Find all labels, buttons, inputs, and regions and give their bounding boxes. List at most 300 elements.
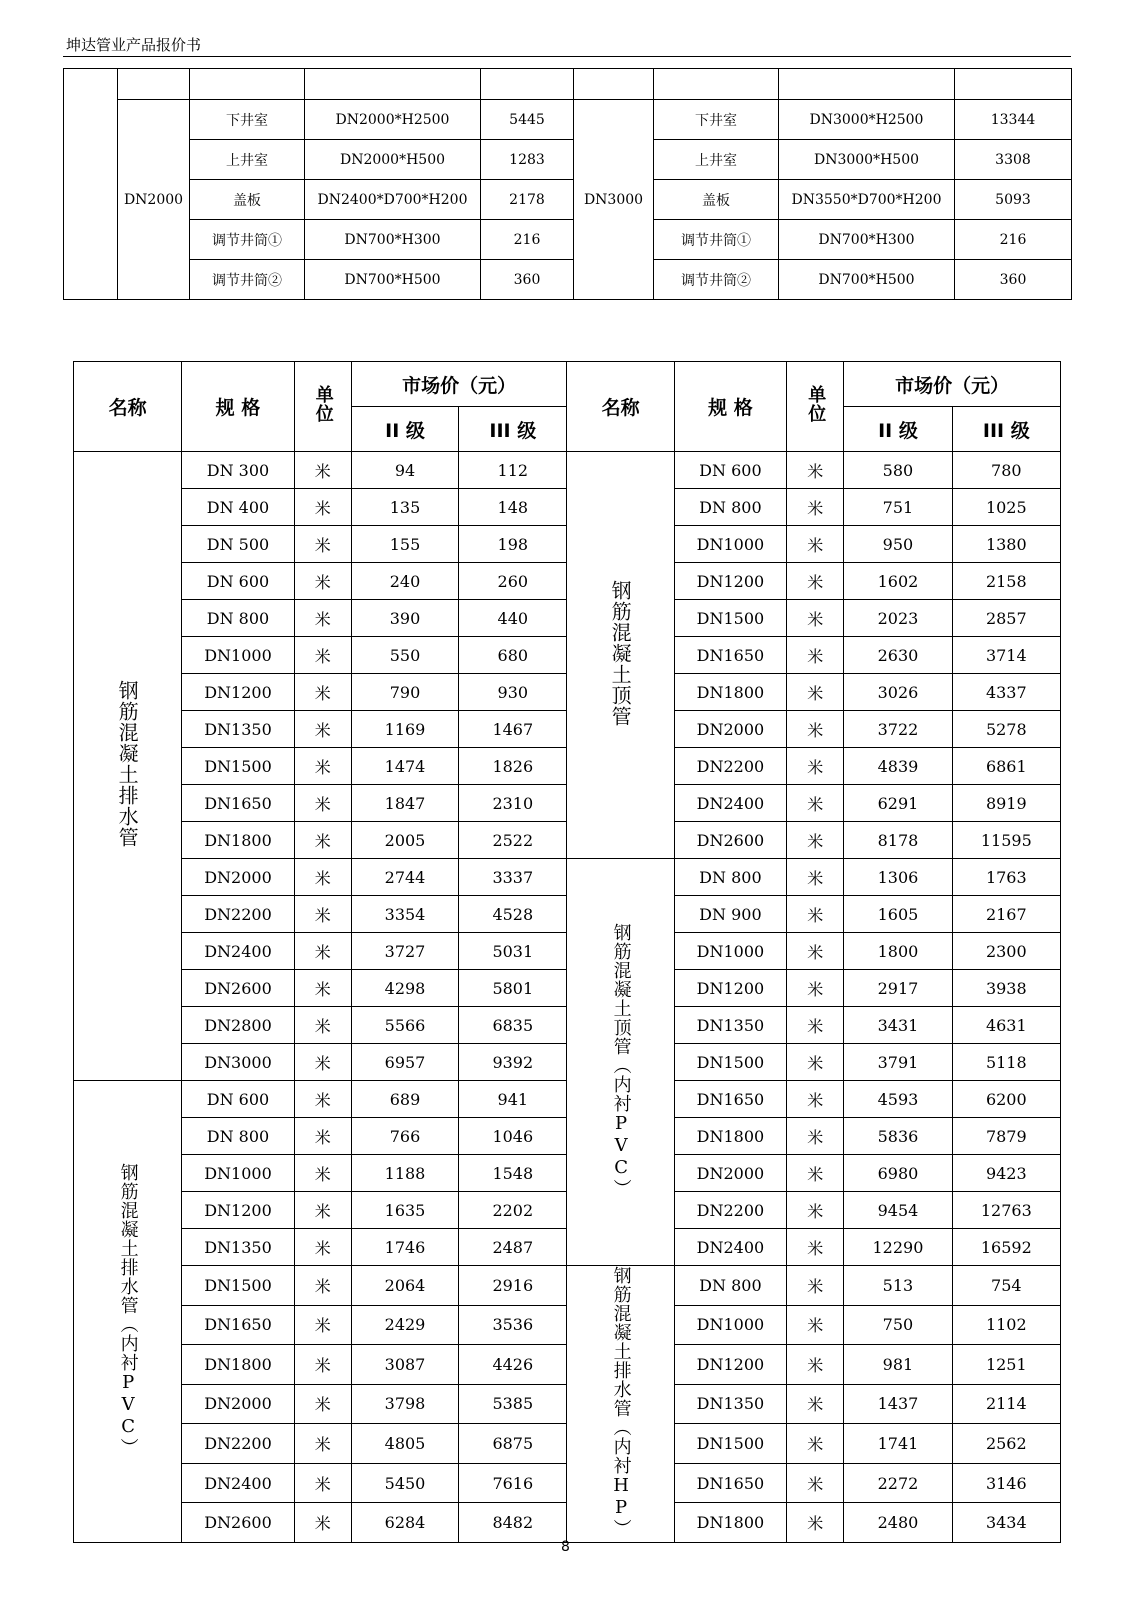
grade3-price-cell: 1826 [459,748,567,785]
spec-cell: DN 600 [674,452,786,489]
spec-cell: DN1650 [674,1081,786,1118]
unit-cell: 米 [787,785,844,822]
spec-cell: DN1200 [182,1192,294,1229]
grade2-price-cell: 1605 [844,896,952,933]
grade3-price-cell: 5385 [459,1384,567,1424]
unit-cell: 米 [294,748,351,785]
part-price-cell: 216 [955,220,1072,260]
unit-cell: 米 [787,1424,844,1464]
grade3-price-cell: 3938 [952,970,1060,1007]
grade3-price-cell: 1467 [459,711,567,748]
table-row [64,140,1072,180]
spec-cell: DN 300 [182,452,294,489]
grade3-price-cell: 8482 [459,1503,567,1543]
spec-cell: DN1800 [182,822,294,859]
spec-cell: DN2200 [182,1424,294,1464]
part-name-cell: 调节井筒② [190,260,305,300]
grade2-price-cell: 2272 [844,1463,952,1503]
grade2-price-cell: 689 [351,1081,458,1118]
unit-cell: 米 [787,748,844,785]
spec-cell: DN1500 [182,748,294,785]
grade2-price-cell: 3026 [844,674,952,711]
header-divider [63,56,1071,57]
category-name: 钢筋混凝土顶管 [608,579,633,727]
grade3-price-cell: 260 [459,563,567,600]
spec-cell: DN1500 [674,1424,786,1464]
grade2-price-cell: 4593 [844,1081,952,1118]
unit-cell: 米 [294,526,351,563]
spec-cell: DN1650 [674,1463,786,1503]
pipe-price-table [73,361,1061,1543]
part-name-cell: 盖板 [190,180,305,220]
unit-cell: 米 [294,1463,351,1503]
grade3-price-cell: 3337 [459,859,567,896]
grade2-price-cell: 2429 [351,1305,458,1345]
spec-cell: DN1500 [674,1044,786,1081]
unit-cell: 米 [294,1118,351,1155]
grade3-price-cell: 9392 [459,1044,567,1081]
spec-cell: DN1350 [182,711,294,748]
table-row [74,452,1061,489]
header-price-left: 市场价（元） [351,362,567,407]
grade2-price-cell: 1847 [351,785,458,822]
grade2-price-cell: 3798 [351,1384,458,1424]
unit-cell: 米 [294,933,351,970]
unit-cell: 米 [294,1424,351,1464]
header-grade2-left: II 级 [351,407,458,452]
grade3-price-cell: 5801 [459,970,567,1007]
spec-cell: DN 400 [182,489,294,526]
unit-cell: 米 [787,1463,844,1503]
unit-cell: 米 [787,933,844,970]
grade2-price-cell: 94 [351,452,458,489]
category-name-cell [567,859,674,1266]
grade2-price-cell: 2630 [844,637,952,674]
grade3-price-cell: 780 [952,452,1060,489]
spec-cell: DN 600 [182,563,294,600]
unit-cell: 米 [787,1007,844,1044]
grade3-price-cell: 680 [459,637,567,674]
unit-cell: 米 [294,1044,351,1081]
grade3-price-cell: 2167 [952,896,1060,933]
part-name-cell: 调节井筒① [654,220,779,260]
grade3-price-cell: 3714 [952,637,1060,674]
grade2-price-cell: 12290 [844,1229,952,1266]
header-spec-right: 规 格 [674,362,786,452]
spec-cell: DN 500 [182,526,294,563]
blank-cell [654,69,779,100]
grade2-price-cell: 155 [351,526,458,563]
grade2-price-cell: 6284 [351,1503,458,1543]
grade2-price-cell: 3727 [351,933,458,970]
table-row [64,100,1072,140]
part-name-cell: 下井室 [190,100,305,140]
size-cell-left: DN2000 [118,100,190,300]
table-row [64,69,1072,100]
unit-cell: 米 [294,711,351,748]
part-spec-cell: DN700*H500 [305,260,481,300]
part-price-cell: 216 [481,220,574,260]
grade3-price-cell: 1548 [459,1155,567,1192]
grade3-price-cell: 941 [459,1081,567,1118]
table-row [64,180,1072,220]
part-price-cell: 1283 [481,140,574,180]
table-row [64,220,1072,260]
unit-cell: 米 [294,1266,351,1306]
grade3-price-cell: 5278 [952,711,1060,748]
grade2-price-cell: 950 [844,526,952,563]
grade3-price-cell: 1763 [952,859,1060,896]
unit-cell: 米 [787,1192,844,1229]
grade2-price-cell: 2005 [351,822,458,859]
grade3-price-cell: 1251 [952,1345,1060,1385]
blank-cell [779,69,955,100]
grade3-price-cell: 5118 [952,1044,1060,1081]
manhole-price-table [63,68,1072,300]
grade3-price-cell: 8919 [952,785,1060,822]
header-grade3-right: III 级 [952,407,1060,452]
grade2-price-cell: 5836 [844,1118,952,1155]
grade3-price-cell: 6835 [459,1007,567,1044]
grade3-price-cell: 1025 [952,489,1060,526]
unit-cell: 米 [787,1229,844,1266]
spec-cell: DN 800 [674,859,786,896]
grade2-price-cell: 513 [844,1266,952,1306]
grade2-price-cell: 240 [351,563,458,600]
part-price-cell: 360 [955,260,1072,300]
spec-cell: DN 800 [182,600,294,637]
grade3-price-cell: 2857 [952,600,1060,637]
spec-cell: DN1200 [674,563,786,600]
spec-cell: DN2400 [182,933,294,970]
unit-cell: 米 [294,1155,351,1192]
grade3-price-cell: 5031 [459,933,567,970]
spec-cell: DN2600 [182,1503,294,1543]
unit-cell: 米 [787,1118,844,1155]
unit-cell: 米 [787,526,844,563]
grade2-price-cell: 4805 [351,1424,458,1464]
unit-cell: 米 [787,637,844,674]
grade3-price-cell: 3536 [459,1305,567,1345]
grade2-price-cell: 1437 [844,1384,952,1424]
grade3-price-cell: 4426 [459,1345,567,1385]
spec-cell: DN1500 [674,600,786,637]
grade2-price-cell: 8178 [844,822,952,859]
spec-cell: DN1200 [674,1345,786,1385]
part-spec-cell: DN3550*D700*H200 [779,180,955,220]
category-name-cell [74,452,182,1081]
header-unit-right: 单位 [787,362,844,452]
unit-cell: 米 [294,452,351,489]
category-name-cell [74,1081,182,1543]
spec-cell: DN2000 [674,711,786,748]
grade3-price-cell: 6861 [952,748,1060,785]
part-name-cell: 下井室 [654,100,779,140]
unit-cell: 米 [787,970,844,1007]
part-name-cell: 上井室 [654,140,779,180]
grade3-price-cell: 16592 [952,1229,1060,1266]
grade2-price-cell: 1635 [351,1192,458,1229]
spec-cell: DN2600 [674,822,786,859]
grade3-price-cell: 7616 [459,1463,567,1503]
spec-cell: DN1650 [182,785,294,822]
grade2-price-cell: 1602 [844,563,952,600]
grade3-price-cell: 2310 [459,785,567,822]
spec-cell: DN1650 [182,1305,294,1345]
unit-cell: 米 [294,1192,351,1229]
table-row [64,260,1072,300]
spec-cell: DN1000 [674,933,786,970]
category-name: 钢筋混凝土排水管 [115,680,140,848]
part-price-cell: 5445 [481,100,574,140]
unit-cell: 米 [294,1384,351,1424]
spec-cell: DN2200 [674,1192,786,1229]
category-name-cell [567,1266,674,1543]
header-spec-left: 规 格 [182,362,294,452]
unit-cell: 米 [294,1229,351,1266]
unit-cell: 米 [294,1081,351,1118]
grade2-price-cell: 1169 [351,711,458,748]
category-cell [64,69,118,300]
grade3-price-cell: 2487 [459,1229,567,1266]
grade2-price-cell: 3087 [351,1345,458,1385]
spec-cell: DN2400 [674,785,786,822]
grade3-price-cell: 2158 [952,563,1060,600]
grade2-price-cell: 3431 [844,1007,952,1044]
grade2-price-cell: 751 [844,489,952,526]
unit-cell: 米 [787,452,844,489]
grade3-price-cell: 9423 [952,1155,1060,1192]
part-spec-cell: DN3000*H500 [779,140,955,180]
spec-cell: DN2400 [182,1463,294,1503]
header-grade3-left: III 级 [459,407,567,452]
table-row [74,859,1061,896]
unit-cell: 米 [294,1345,351,1385]
spec-cell: DN1800 [674,674,786,711]
grade2-price-cell: 135 [351,489,458,526]
spec-cell: DN 800 [182,1118,294,1155]
grade2-price-cell: 2744 [351,859,458,896]
blank-cell [305,69,481,100]
part-spec-cell: DN2000*H500 [305,140,481,180]
grade2-price-cell: 1474 [351,748,458,785]
part-price-cell: 360 [481,260,574,300]
unit-cell: 米 [294,1305,351,1345]
blank-cell [955,69,1072,100]
header-unit-left: 单位 [294,362,351,452]
grade2-price-cell: 3791 [844,1044,952,1081]
category-name: 钢筋混凝土排水管（内衬HP） [610,1266,632,1538]
unit-cell: 米 [294,637,351,674]
grade2-price-cell: 4298 [351,970,458,1007]
document-header-title: 坤达管业产品报价书 [66,36,202,54]
part-price-cell: 13344 [955,100,1072,140]
grade3-price-cell: 440 [459,600,567,637]
spec-cell: DN2000 [182,1384,294,1424]
grade2-price-cell: 6291 [844,785,952,822]
spec-cell: DN3000 [182,1044,294,1081]
unit-cell: 米 [787,1384,844,1424]
part-spec-cell: DN2400*D700*H200 [305,180,481,220]
part-name-cell: 调节井筒② [654,260,779,300]
spec-cell: DN 800 [674,1266,786,1306]
grade2-price-cell: 766 [351,1118,458,1155]
category-name: 钢筋混凝土顶管（内衬PVC） [610,922,632,1198]
grade2-price-cell: 1800 [844,933,952,970]
grade2-price-cell: 9454 [844,1192,952,1229]
unit-cell: 米 [787,1266,844,1306]
grade3-price-cell: 6875 [459,1424,567,1464]
spec-cell: DN 800 [674,489,786,526]
unit-cell: 米 [294,600,351,637]
grade2-price-cell: 2480 [844,1503,952,1543]
spec-cell: DN 900 [674,896,786,933]
unit-cell: 米 [787,674,844,711]
blank-cell [190,69,305,100]
spec-cell: DN1350 [674,1007,786,1044]
grade3-price-cell: 198 [459,526,567,563]
grade2-price-cell: 1188 [351,1155,458,1192]
spec-cell: DN1350 [674,1384,786,1424]
part-spec-cell: DN2000*H2500 [305,100,481,140]
grade2-price-cell: 390 [351,600,458,637]
grade3-price-cell: 2114 [952,1384,1060,1424]
spec-cell: DN2600 [182,970,294,1007]
spec-cell: DN1800 [674,1503,786,1543]
grade3-price-cell: 148 [459,489,567,526]
unit-cell: 米 [294,859,351,896]
grade2-price-cell: 2064 [351,1266,458,1306]
grade2-price-cell: 3722 [844,711,952,748]
unit-cell: 米 [787,896,844,933]
grade3-price-cell: 3434 [952,1503,1060,1543]
grade2-price-cell: 1746 [351,1229,458,1266]
grade2-price-cell: 1306 [844,859,952,896]
header-grade2-right: II 级 [844,407,952,452]
size-cell-right: DN3000 [574,100,654,300]
spec-cell: DN1650 [674,637,786,674]
grade3-price-cell: 1046 [459,1118,567,1155]
spec-cell: DN1350 [182,1229,294,1266]
grade3-price-cell: 4528 [459,896,567,933]
spec-cell: DN1800 [674,1118,786,1155]
grade3-price-cell: 12763 [952,1192,1060,1229]
unit-cell: 米 [787,711,844,748]
unit-cell: 米 [294,896,351,933]
unit-cell: 米 [787,1044,844,1081]
category-name-cell [567,452,674,859]
unit-cell: 米 [787,859,844,896]
grade2-price-cell: 2023 [844,600,952,637]
spec-cell: DN1000 [674,526,786,563]
spec-cell: DN2200 [674,748,786,785]
grade3-price-cell: 754 [952,1266,1060,1306]
grade3-price-cell: 1102 [952,1305,1060,1345]
grade2-price-cell: 3354 [351,896,458,933]
part-price-cell: 3308 [955,140,1072,180]
spec-cell: DN1000 [182,637,294,674]
grade2-price-cell: 750 [844,1305,952,1345]
unit-cell: 米 [787,563,844,600]
grade2-price-cell: 1741 [844,1424,952,1464]
grade2-price-cell: 6980 [844,1155,952,1192]
part-spec-cell: DN700*H300 [779,220,955,260]
unit-cell: 米 [787,600,844,637]
grade2-price-cell: 2917 [844,970,952,1007]
grade2-price-cell: 4839 [844,748,952,785]
spec-cell: DN2200 [182,896,294,933]
grade3-price-cell: 4337 [952,674,1060,711]
spec-cell: DN2000 [182,859,294,896]
unit-cell: 米 [787,1081,844,1118]
header-name-left: 名称 [74,362,182,452]
grade2-price-cell: 790 [351,674,458,711]
unit-cell: 米 [294,489,351,526]
grade3-price-cell: 4631 [952,1007,1060,1044]
unit-cell: 米 [294,563,351,600]
unit-cell: 米 [294,1503,351,1543]
part-spec-cell: DN3000*H2500 [779,100,955,140]
grade3-price-cell: 2522 [459,822,567,859]
table-row [74,1266,1061,1306]
unit-cell: 米 [294,822,351,859]
grade3-price-cell: 7879 [952,1118,1060,1155]
grade2-price-cell: 981 [844,1345,952,1385]
header-price-right: 市场价（元） [844,362,1061,407]
part-name-cell: 上井室 [190,140,305,180]
spec-cell: DN1200 [674,970,786,1007]
spec-cell: DN1800 [182,1345,294,1385]
header-name-right: 名称 [567,362,674,452]
part-spec-cell: DN700*H300 [305,220,481,260]
category-name: 钢筋混凝土排水管（内衬PVC） [117,1162,139,1457]
unit-cell: 米 [787,1155,844,1192]
unit-cell: 米 [787,1503,844,1543]
grade3-price-cell: 930 [459,674,567,711]
grade3-price-cell: 2916 [459,1266,567,1306]
grade3-price-cell: 6200 [952,1081,1060,1118]
unit-cell: 米 [787,1305,844,1345]
part-price-cell: 5093 [955,180,1072,220]
part-name-cell: 调节井筒① [190,220,305,260]
spec-cell: DN1000 [182,1155,294,1192]
grade2-price-cell: 6957 [351,1044,458,1081]
grade2-price-cell: 580 [844,452,952,489]
unit-cell: 米 [294,674,351,711]
spec-cell: DN1500 [182,1266,294,1306]
blank-cell [574,69,654,100]
unit-cell: 米 [787,822,844,859]
spec-cell: DN2800 [182,1007,294,1044]
spec-cell: DN2400 [674,1229,786,1266]
grade3-price-cell: 2202 [459,1192,567,1229]
grade3-price-cell: 112 [459,452,567,489]
part-name-cell: 盖板 [654,180,779,220]
unit-cell: 米 [787,489,844,526]
grade3-price-cell: 2562 [952,1424,1060,1464]
page-number: 8 [561,1539,570,1555]
unit-cell: 米 [787,1345,844,1385]
unit-cell: 米 [294,970,351,1007]
part-price-cell: 2178 [481,180,574,220]
spec-cell: DN1200 [182,674,294,711]
unit-cell: 米 [294,1007,351,1044]
part-spec-cell: DN700*H500 [779,260,955,300]
grade3-price-cell: 1380 [952,526,1060,563]
grade3-price-cell: 3146 [952,1463,1060,1503]
grade2-price-cell: 5450 [351,1463,458,1503]
spec-cell: DN1000 [674,1305,786,1345]
